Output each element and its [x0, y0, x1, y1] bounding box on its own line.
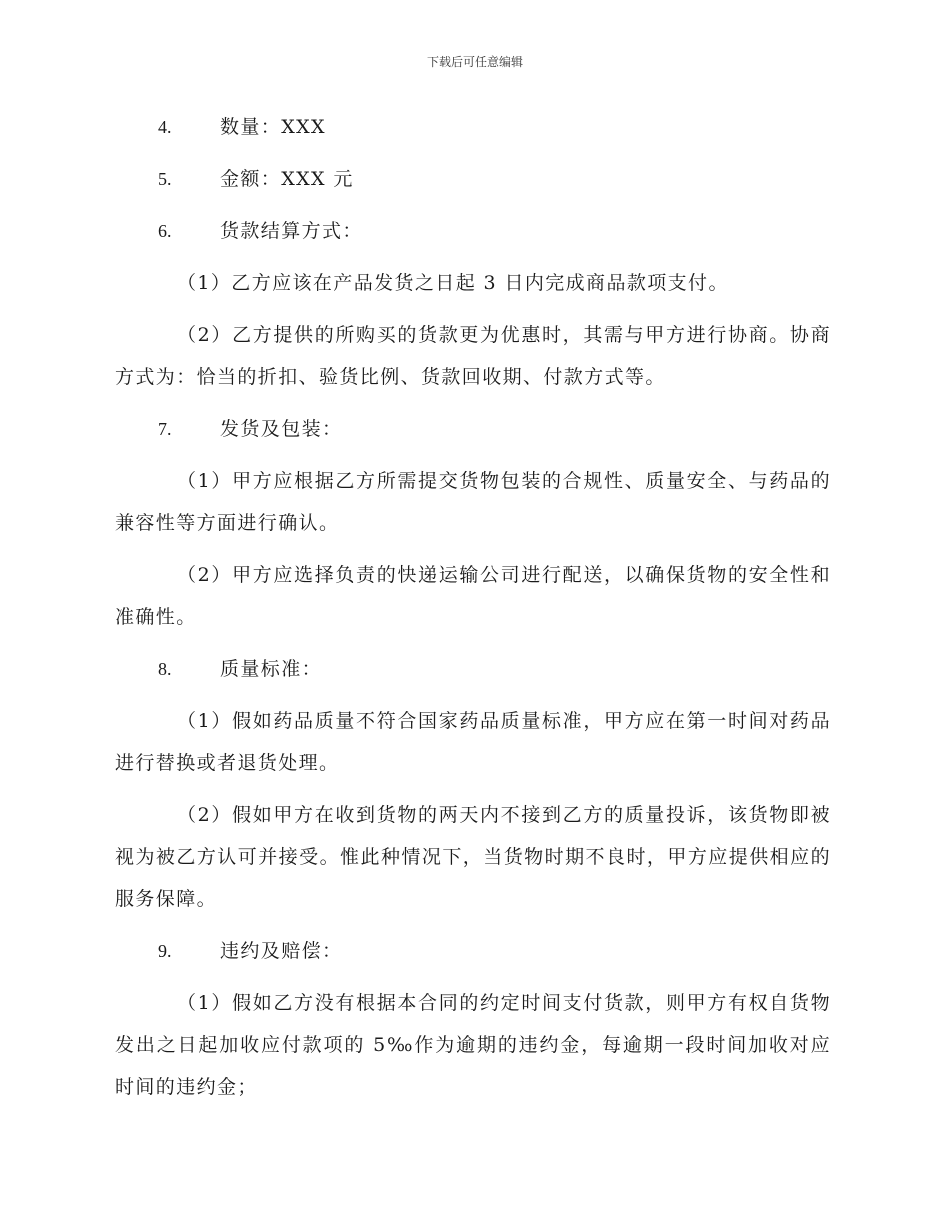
clause-paragraph: （1）甲方应根据乙方所需提交货物包装的合规性、质量安全、与药品的兼容性等方面进行确认。 [115, 470, 831, 534]
section-title: 发货及包装： [220, 418, 343, 440]
section-heading-quality [115, 648, 831, 690]
section-heading-payment [115, 210, 831, 252]
section-heading-breach [115, 930, 831, 972]
section-title: 质量标准： [220, 658, 323, 680]
section-title: 违约及赔偿： [220, 940, 343, 962]
clause-paragraph: （1）乙方应该在产品发货之日起 3 日内完成商品款项支付。 [177, 272, 729, 294]
section-number: 7. [158, 419, 172, 439]
clause-paragraph: （2）假如甲方在收到货物的两天内不接到乙方的质量投诉，该货物即被视为被乙方认可并接受。惟此种情况下，当货物时期不良时，甲方应提供相应的服务保障。 [115, 804, 831, 910]
clause-paragraph: （2）乙方提供的所购买的货款更为优惠时，其需与甲方进行协商。协商方式为：恰当的折扣、验货比例、货款回收期、付款方式等。 [115, 324, 831, 388]
section-title: 货款结算方式： [220, 220, 363, 242]
section-number: 8. [158, 659, 172, 679]
clause-paragraph: （1）假如乙方没有根据本合同的约定时间支付货款，则甲方有权自货物发出之日起加收应付款项的 5‰作为逾期的违约金，每逾期一段时间加收对应时间的违约金； [115, 992, 831, 1098]
section-number: 9. [158, 941, 172, 961]
section-number: 5. [158, 169, 172, 189]
section-number: 6. [158, 221, 172, 241]
section-number: 4. [158, 117, 172, 137]
section-title: 金额：XXX 元 [220, 168, 354, 190]
clause-paragraph: （1）假如药品质量不符合国家药品质量标准，甲方应在第一时间对药品进行替换或者退货处理。 [115, 710, 831, 774]
clause-paragraph: （2）甲方应选择负责的快递运输公司进行配送，以确保货物的安全性和准确性。 [115, 564, 831, 628]
page-header: 下载后可任意编辑 [426, 55, 523, 69]
section-heading-shipping [115, 408, 831, 450]
document-body [115, 106, 831, 1118]
section-title: 数量：XXX [220, 116, 326, 138]
section-heading-amount [115, 158, 831, 200]
section-heading-quantity [115, 106, 831, 148]
